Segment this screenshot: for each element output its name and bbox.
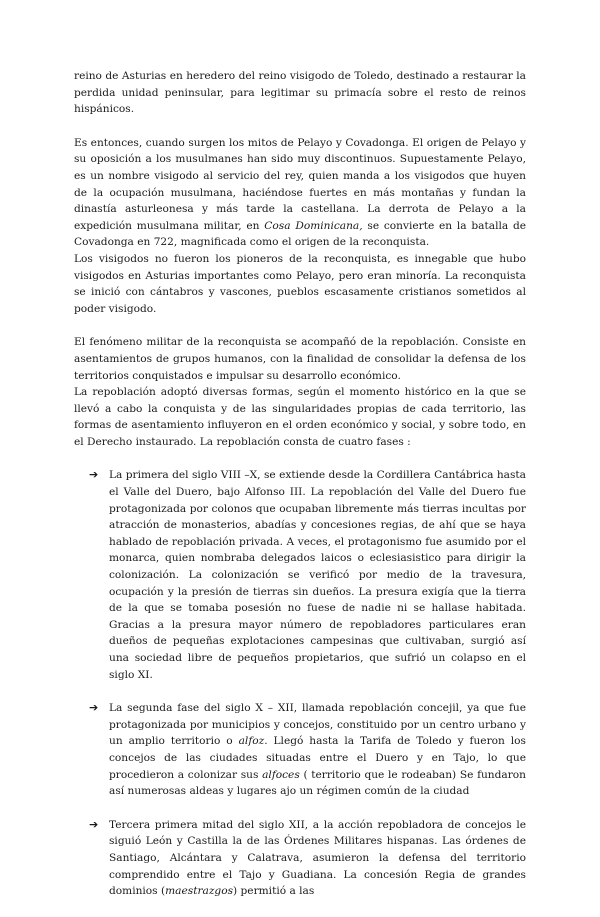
list-item [74,817,526,900]
paragraph-repoblacion-formas: La repoblación adoptó diversas formas, según el momento histórico en la que se llevó a cabo la conquista y de las singularidades propias de cada territorio, las formas de asentamiento influyeron en el orden económico y social, y sobre todo, en el Derecho instaurado. La repoblación consta de cuatro fases : [74,386,526,448]
paragraph-pelayo-italic: Cosa Dominicana, [264,219,363,232]
paragraph-pelayo-text-b: se convierte en la batalla de Covadonga en 722, magnificada como el origen de la reconquista. [74,219,526,249]
paragraph-pelayo-text-a: Es entonces, cuando surgen los mitos de Pelayo y Covadonga. El origen de Pelayo y su oposición a los musulmanes han sido muy discontinuos. Supuestamente Pelayo, es un nombre visigodo al servicio del rey, quien manda a los visigodos que huyen de la ocupación musulmana, haciéndose fuertes en más montañas y fundan la dinastía asturleonesa y más tarde la castellana. La derrota de Pelayo a la expedición musulmana militar, en [74,136,526,232]
phase-one-text: La primera del siglo VIII –X, se extiende desde la Cordillera Cantábrica hasta el Valle del Duero, bajo Alfonso III. La repoblación del Valle del Duero fue protagonizada por colonos que ocupaban libremente más tierras incultas por atracción de monasterios, abadías y concesiones regias, de ahí que se haya hablado de repoblación privada. A veces, el protagonismo fue asumido por el monarca, quien nombraba delegados laicos o eclesiasistico para dirigir la colonización. La colonización se verificó por medio de la travesura, ocupación y la presión de tierras sin dueños. La presura exigía que la tierra de la que se tomaba posesión no fuese de nadie ni se hallase habitada. Gracias a la presura mayor número de repobladores particulares eran dueños de pequeñas explotaciones campesinas que cultivaban, surgió así una sociedad libre de pequeños propietarios, que sufrió un colapso en el siglo XI. [109,469,526,681]
phase-two-text-c: ( territorio que le rodeaban) Se fundaron así numerosas aldeas y lugares ajo un régimen común de la ciudad [109,768,526,798]
phases-list [74,467,526,899]
phase-three-text-b: ) permitió a las [233,885,315,898]
arrow-bullet-icon: ➔ [89,817,99,831]
arrow-bullet-icon: ➔ [89,468,99,482]
phase-three-text [109,817,526,900]
list-item [74,700,526,800]
phase-two-text-b: . Llegó hasta la Tarifa de Toledo y fueron los concejos de las ciudades situadas entre el Duero y en Tajo, lo que procedieron a colonizar sus [109,735,526,781]
arrow-bullet-icon: ➔ [89,701,99,715]
paragraph-intro: reino de Asturias en heredero del reino visigodo de Toledo, destinado a restaurar la perdida unidad peninsular, para legitimar su primacía sobre el resto de reinos hispánicos. [74,70,526,116]
list-item [74,467,526,683]
phase-two-italic-alfoces: alfoces [262,768,300,781]
paragraph-repoblacion-intro: El fenómeno militar de la reconquista se acompañó de la repoblación. Consiste en asentamientos de grupos humanos, con la finalidad de consolidar la defensa de los territorios conquistados e impulsar su desarrollo económico. [74,336,526,382]
phase-two-text-a: La segunda fase del siglo X – XII, llamada repoblación concejil, ya que fue protagonizada por municipios y concejos, constituido por un centro urbano y un amplio territorio o [109,702,526,748]
paragraph-pelayo [74,135,526,251]
phase-three-italic: maestrazgos [165,885,234,898]
document-body [74,68,526,917]
phase-two-text [109,700,526,800]
paragraph-visigodos: Los visigodos no fueron los pioneros de la reconquista, es innegable que hubo visigodos en Asturias importantes como Pelayo, pero eran minoría. La reconquista se inició con cántabros y vascones, pueblos escasamente cristianos sometidos al poder visigodo. [74,252,526,315]
phase-three-text-a: Tercera primera mitad del siglo XII, a la acción repobladora de concejos le siguió León y Castilla la de las Órdenes Militares hispanas. Las órdenes de Santiago, Alcántara y Calatrava, asumieron la defensa del territorio comprendido entre el Tajo y Guadiana. La concesión Regia de grandes dominios ( [109,818,526,898]
phase-two-italic-alfoz: alfoz [238,735,265,748]
